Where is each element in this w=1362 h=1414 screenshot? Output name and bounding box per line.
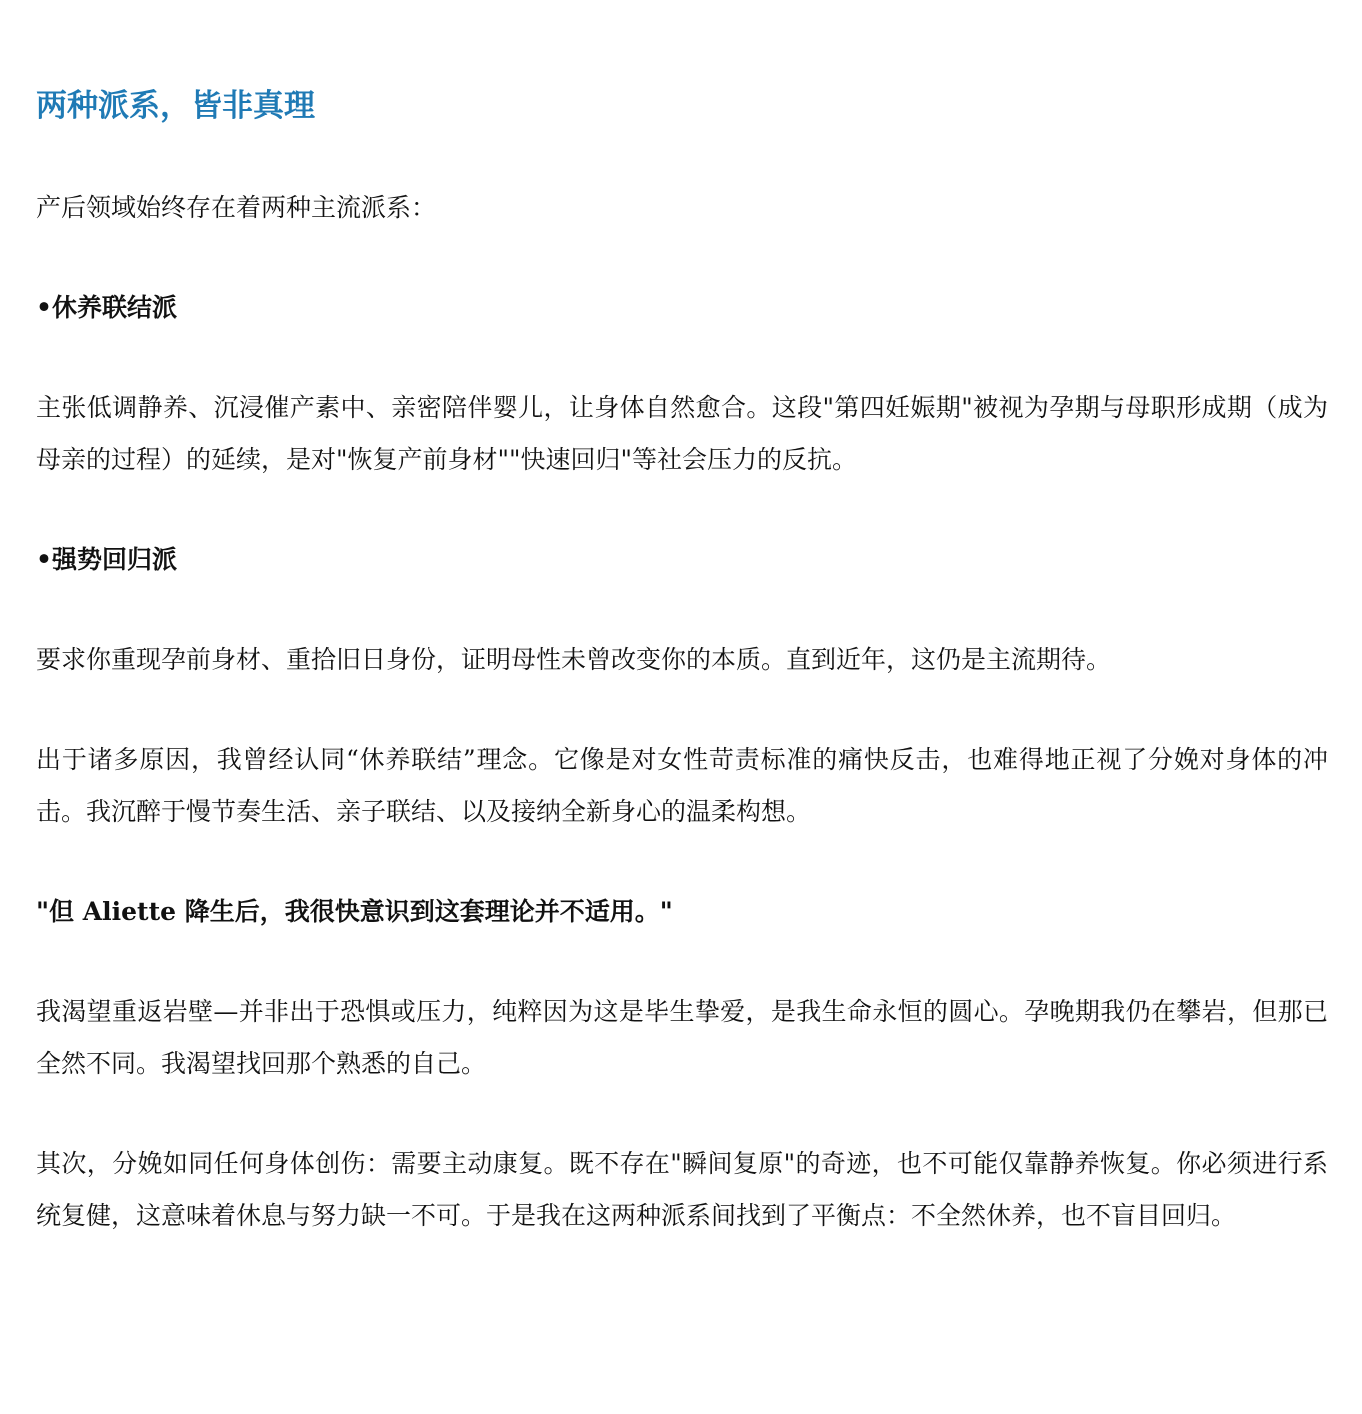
recognition-paragraph: 出于诸多原因，我曾经认同“休养联结”理念。它像是对女性苛责标准的痛快反击，也难得地正视了分娩对身体的冲击。我沉醉于慢节奏生活、亲子联结、以及接纳全新身心的温柔构想。 — [36, 745, 1328, 826]
school-strong-return-title: •强势回归派 — [36, 545, 177, 574]
climbing-paragraph: 我渴望重返岩壁—并非出于恐惧或压力，纯粹因为这是毕生挚爱，是我生命永恒的圆心。孕晚期我仍在攀岩，但那已全然不同。我渴望找回那个熟悉的自己。 — [36, 997, 1328, 1078]
rehab-paragraph: 其次，分娩如同任何身体创伤：需要主动康复。既不存在"瞬间复原"的奇迹，也不可能仅靠静养恢复。你必须进行系统复健，这意味着休息与努力缺一不可。于是我在这两种派系间找到了平衡点：不全然休养，也不盲目回归。 — [36, 1149, 1328, 1230]
school-strong-return-description: 要求你重现孕前身材、重拾旧日身份，证明母性未曾改变你的本质。直到近年，这仍是主流期待。 — [36, 645, 1112, 674]
school-rest-bond-description: 主张低调静养、沉浸催产素中、亲密陪伴婴儿，让身体自然愈合。这段"第四妊娠期"被视为孕期与母职形成期（成为母亲的过程）的延续，是对"恢复产前身材""快速回归"等社会压力的反抗。 — [36, 393, 1328, 474]
section-heading: 两种派系，皆非真理 — [36, 88, 315, 124]
pull-quote: "但 Aliette 降生后，我很快意识到这套理论并不适用。" — [36, 897, 673, 926]
intro-paragraph: 产后领域始终存在着两种主流派系： — [36, 193, 437, 222]
school-rest-bond-title: •休养联结派 — [36, 293, 177, 322]
